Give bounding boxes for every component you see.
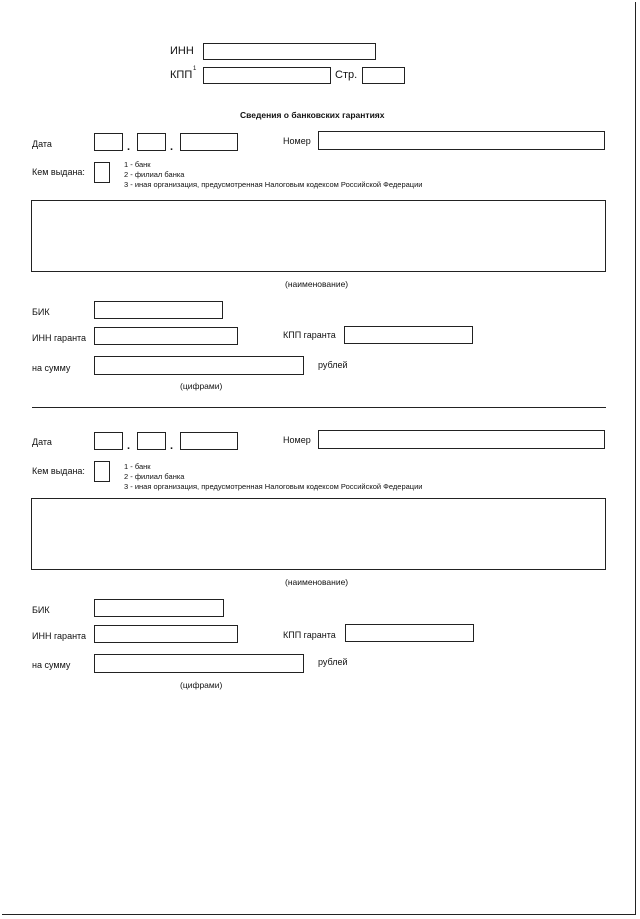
page-number-field[interactable]: [362, 67, 405, 84]
date-month-field[interactable]: [137, 133, 166, 151]
bik-label: БИК: [32, 605, 50, 615]
date-separator: .: [127, 440, 131, 452]
number-label: Номер: [283, 435, 311, 445]
kpp-label: КПП: [170, 69, 193, 81]
date-month-field[interactable]: [137, 432, 166, 450]
issuer-option: 1 - банк: [124, 462, 151, 471]
guarantor-inn-field[interactable]: [94, 625, 238, 643]
amount-label: на сумму: [32, 363, 71, 373]
currency-label: рублей: [318, 360, 348, 370]
issuer-option: 1 - банк: [124, 160, 151, 169]
issuer-option: 3 - иная организация, предусмотренная Налоговым кодексом Российской Федерации: [124, 482, 423, 491]
date-year-field[interactable]: [180, 133, 238, 151]
amount-caption: (цифрами): [180, 680, 223, 690]
bik-label: БИК: [32, 307, 50, 317]
issued-by-label: Кем выдана:: [32, 167, 85, 177]
section-title: Сведения о банковских гарантиях: [240, 110, 385, 120]
issuer-code-field[interactable]: [94, 461, 110, 482]
inn-field[interactable]: [203, 43, 376, 60]
guarantor-inn-label: ИНН гаранта: [32, 631, 87, 641]
guarantor-kpp-field[interactable]: [345, 624, 474, 642]
date-separator: .: [127, 141, 131, 153]
issuer-option: 2 - филиал банка: [124, 170, 185, 179]
amount-field[interactable]: [94, 654, 304, 673]
date-year-field[interactable]: [180, 432, 238, 450]
date-separator: .: [170, 141, 174, 153]
issuer-option: 3 - иная организация, предусмотренная Налоговым кодексом Российской Федерации: [124, 180, 423, 189]
guarantor-kpp-field[interactable]: [344, 326, 473, 344]
issuer-code-field[interactable]: [94, 162, 110, 183]
kpp-field[interactable]: [203, 67, 331, 84]
date-separator: .: [170, 440, 174, 452]
name-caption: (наименование): [285, 279, 349, 289]
guarantor-inn-field[interactable]: [94, 327, 238, 345]
amount-caption: (цифрами): [180, 381, 223, 391]
page-label: Стр.: [335, 69, 358, 81]
date-day-field[interactable]: [94, 432, 123, 450]
bik-field[interactable]: [94, 301, 223, 319]
guarantor-kpp-label: КПП гаранта: [283, 330, 336, 340]
inn-label: ИНН: [170, 45, 194, 57]
issuer-option: 2 - филиал банка: [124, 472, 185, 481]
name-caption: (наименование): [285, 577, 349, 587]
guarantor-kpp-label: КПП гаранта: [283, 630, 336, 640]
date-label: Дата: [32, 437, 52, 447]
date-day-field[interactable]: [94, 133, 123, 151]
issuer-name-field[interactable]: [31, 200, 606, 272]
number-label: Номер: [283, 136, 311, 146]
section-divider: [32, 407, 606, 408]
currency-label: рублей: [318, 657, 348, 667]
issued-by-label: Кем выдана:: [32, 466, 85, 476]
kpp-footnote-mark: 1: [193, 66, 197, 72]
amount-label: на сумму: [32, 660, 71, 670]
number-field[interactable]: [318, 430, 605, 449]
amount-field[interactable]: [94, 356, 304, 375]
date-label: Дата: [32, 139, 52, 149]
bik-field[interactable]: [94, 599, 224, 617]
guarantor-inn-label: ИНН гаранта: [32, 333, 87, 343]
number-field[interactable]: [318, 131, 605, 150]
issuer-name-field[interactable]: [31, 498, 606, 570]
